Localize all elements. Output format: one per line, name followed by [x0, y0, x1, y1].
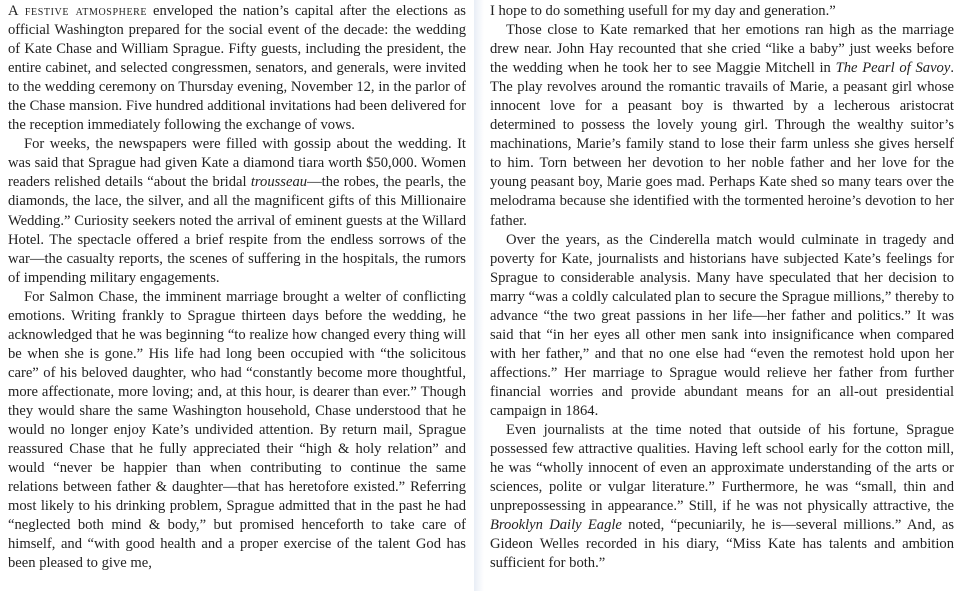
left-page — [0, 0, 474, 591]
left-paragraph-3: For Salmon Chase, the imminent marriage brought a welter of conflicting emotions. Writing frankly to Sprague thirteen days before the wedding, he acknowledged that he was beginning “to realize how changed every thing will be when she is gone.” His life had long been occupied with “the solicitous care” of his beloved daughter, who had “constantly become more thoughtful, more affectionate, more loving; and, at this hour, is dearer than ever.” Though they would share the same Washington household, Chase understood that he would no longer enjoy Kate’s undivided attention. By return mail, Sprague reassured Chase that he fully appreciated their “high & holy relation” and would “never be happier than when contributing to continue the same relations between father & daughter—that has heretofore existed.” Referring most likely to his drinking problem, Sprague admitted that in the past he had “neglected both mind & body,” but promised henceforth to take care of himself, and “with good health and a proper exercise of the talent God has been pleased to give me, — [8, 288, 466, 572]
left-paragraph-2-text-a: For weeks, the newspapers were filled with gossip about the wedding. It was said that Sprague had given Kate a diamond tiara worth $50,000. Women readers relished details “about the bridal — [8, 136, 466, 191]
left-column — [8, 2, 466, 573]
right-paragraph-3-text-b: noted, “pecuniarily, he is—several millions.” And, as Gideon Welles recorded in his diary, “Miss Kate has talents and ambition sufficient for both.” — [490, 517, 954, 572]
trousseau-italic: trousseau — [250, 174, 308, 191]
book-gutter — [474, 0, 484, 591]
right-page — [484, 0, 960, 591]
left-paragraph-2 — [8, 135, 466, 287]
drop-in-lead: A festive atmosphere — [8, 3, 148, 19]
right-paragraph-0: I hope to do something usefull for my day and generation.” — [490, 3, 836, 19]
left-paragraph-2-text-b: —the robes, the pearls, the diamonds, the lace, the silver, and all the magnificent gifts of this Millionaire Wedding.” Curiosity seekers noted the arrival of eminent guests at the Willard Hotel. The spectacle offered a brief respite from the endless sorrows of the war—the casualty reports, the scenes of suffering in the hospitals, the rumors of impending military engagements. — [8, 174, 466, 286]
right-paragraph-3 — [490, 421, 954, 573]
right-column — [490, 2, 954, 573]
pearl-of-savoy-italic: The Pearl of Savoy — [835, 60, 951, 77]
right-paragraph-1-text-b: . The play revolves around the romantic travails of Marie, a peasant girl whose innocent love for a peasant boy is thwarted by a lecherous aristocrat determined to possess the lovely young girl. Through the wealthy suitor’s machinations, Marie’s family stand to lose their farm unless she gives herself to him. Torn between her devotion to her noble father and her love for the young peasant boy, Marie goes mad. Perhaps Kate shed so many tears over the melodrama because she identified with the tormented heroine’s devotion to her father. — [490, 60, 954, 229]
brooklyn-daily-eagle-italic: Brooklyn Daily Eagle — [490, 517, 622, 534]
right-paragraph-1-text-a: Those close to Kate remarked that her emotions ran high as the marriage drew near. John Hay recounted that she cried “like a baby” just weeks before the wedding when he took her to see Maggie Mitchell in — [490, 22, 954, 77]
left-paragraph-1-text: enveloped the nation’s capital after the elections as official Washington prepared for the social event of the decade: the wedding of Kate Chase and William Sprague. Fifty guests, including the president, the entire cabinet, and selected congressmen, senators, and generals, were invited to the wedding ceremony on Thursday evening, November 12, in the parlor of the Chase mansion. Five hundred additional invitations had been delivered for the reception immediately following the exchange of vows. — [8, 3, 466, 134]
left-paragraph-1 — [8, 2, 466, 135]
right-paragraph-1 — [490, 21, 954, 231]
right-paragraph-3-text-a: Even journalists at the time noted that outside of his fortune, Sprague possessed few attractive qualities. Having left school early for the cotton mill, he was “wholly innocent of even an approximate understanding of the arts or sciences, polite or vulgar literature.” Furthermore, he was “small, thin and unprepossessing in appearance.” Still, if he was not physically attractive, the — [490, 422, 954, 515]
right-paragraph-2: Over the years, as the Cinderella match would culminate in tragedy and poverty for Kate, journalists and historians have subjected Kate’s feelings for Sprague to considerable analysis. Many have speculated that her decision to marry “was a coldly calculated plan to secure the Sprague millions,” thereby to advance “the two great passions in her life—her father and politics.” It was said that “in her eyes all other men sank into insignificance when compared with her father,” and that no one else had “even the remotest hold upon her affections.” Her marriage to Sprague would relieve her father from further financial worries and provide abundant means for an all-out presidential campaign in 1864. — [490, 231, 954, 419]
